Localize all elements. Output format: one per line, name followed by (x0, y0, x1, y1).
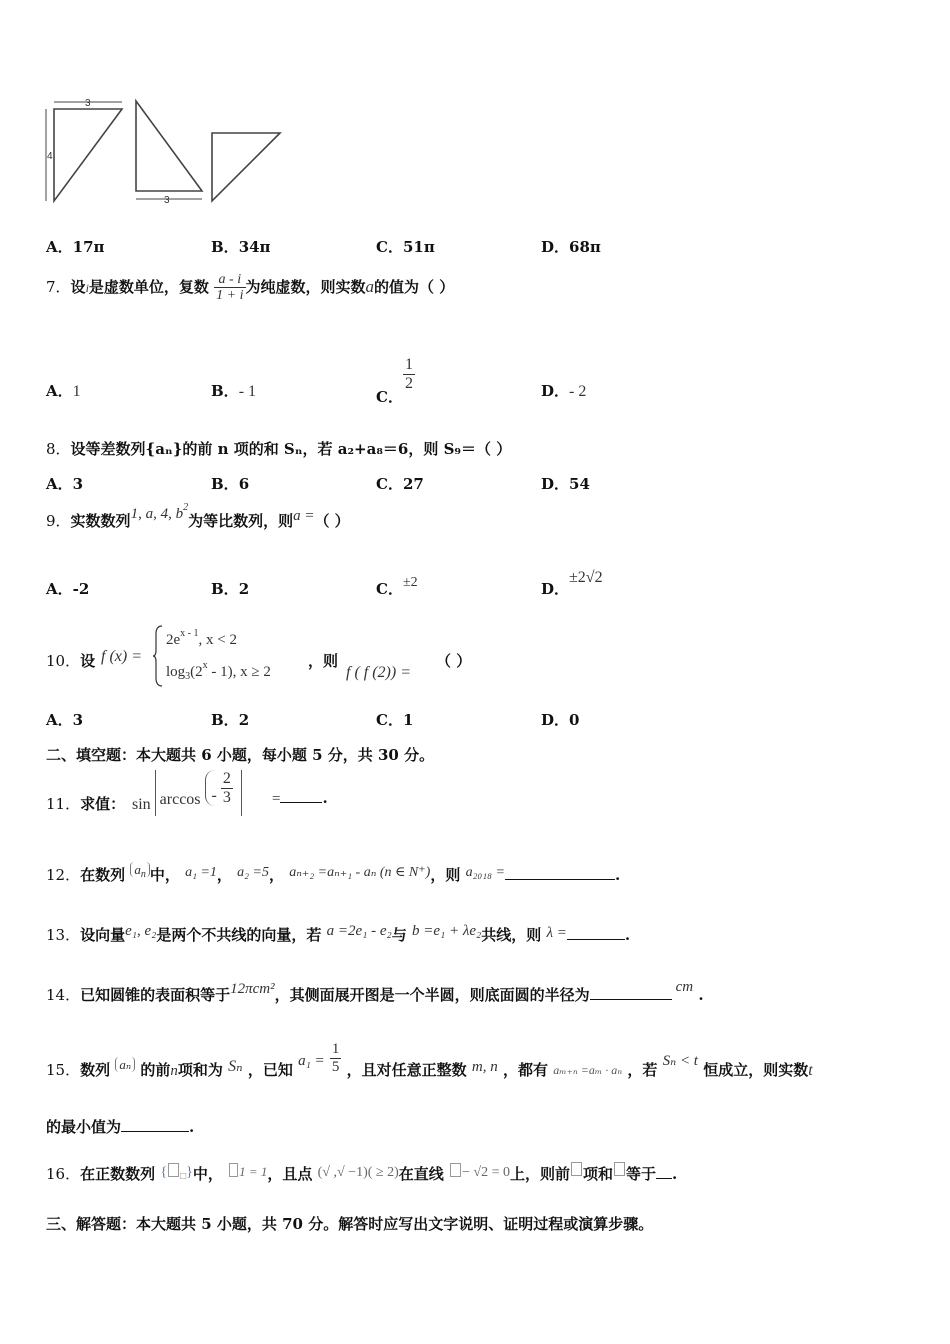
question-12: 12．在数列 $a_n$ 中， a₁ =1， a₂ =5， aₙ₊₂ =aₙ₊₁ - aₙ (n ∈ N⁺)，则 a₂₀₁₈ = . (46, 862, 621, 884)
q12-blank[interactable] (505, 865, 615, 880)
q10-option-d: D．0 (541, 711, 580, 729)
dim-bottom-label: 3 (164, 195, 170, 206)
question-14: 14．已知圆锥的表面积等于12πcm²，其侧面展开图是一个半圆，则底面圆的半径为 cm . (46, 979, 704, 1004)
q14-blank[interactable] (590, 985, 672, 1000)
question-11: 11．求值： (46, 795, 126, 813)
q10-option-a: A．3 (46, 711, 84, 729)
q6-option-b: B．34π (211, 238, 271, 256)
q10-ffx: f ( f (2)) = (346, 664, 411, 681)
q10-brace (152, 624, 164, 688)
q6-option-c: C．51π (376, 238, 435, 256)
q9-option-d: D．±2√2 (541, 569, 603, 598)
q10-case-1: $2e^{x - 1}$, x < 2 (166, 628, 237, 648)
q11-answer: = . (272, 789, 328, 807)
q9-option-b: B．2 (211, 580, 250, 598)
question-7: 7．设i是虚数单位，复数 $\frac{a - i}{1 + i}$ 为纯虚数，则实数a的值为（ ） (46, 272, 455, 304)
three-view-figure (40, 95, 290, 210)
q10-fx: f (x) = (101, 648, 142, 665)
q15-line-2: 的最小值为 . (46, 1118, 195, 1136)
q9-option-c: C．±2 (376, 575, 418, 598)
q7-option-c: C． $\frac{1}{2}$ (376, 356, 413, 407)
q9-option-a: A．-2 (46, 580, 90, 598)
q10-paren: （ ） (436, 652, 472, 670)
dim-top-label: 3 (85, 98, 91, 109)
q7-option-a: A．1 (46, 382, 81, 400)
q13-blank[interactable] (567, 925, 625, 940)
q8-option-c: C．27 (376, 475, 424, 493)
q8-option-b: B．6 (211, 475, 250, 493)
section-3-heading: 三、解答题：本大题共 5 小题，共 70 分。解答时应写出文字说明、证明过程或演算步骤。 (46, 1215, 654, 1233)
q10-case-2: $\log_3(2^x - 1)$, x ≥ 2 (166, 660, 271, 682)
q10-then: ，则 (308, 652, 339, 670)
question-15: 15．数列 aₙ 的前n项和为 Sₙ ，已知 a₁ = $\frac{1}{5}$ ，且对任意正整数 m, n ，都有 $_{a_{m+n} =a_m \cdot a_n}$ ，若 Sₙ < t 恒成立，则实数t (46, 1041, 813, 1079)
q16-blank[interactable] (656, 1164, 672, 1179)
q15-blank[interactable] (121, 1117, 189, 1132)
q10-option-c: C．1 (376, 711, 414, 729)
q6-option-a: A．17π (46, 238, 105, 256)
q6-option-d: D．68π (541, 238, 601, 256)
q10-option-b: B．2 (211, 711, 250, 729)
section-2-heading: 二、填空题：本大题共 6 小题，每小题 5 分，共 30 分。 (46, 746, 435, 764)
question-10: 10．设 (46, 652, 96, 670)
question-16: 16．在正数数列 { $_□$}中， 1 = 1，且点 (√ ,√ −1)( ≥ 2)在直线 − √2 = 0上，则前 项和 等于 . (46, 1164, 678, 1183)
q11-expression: sin arccos - $\frac{2}{3}$ (132, 770, 242, 820)
q7-option-b: B．- 1 (211, 382, 257, 400)
q8-option-d: D．54 (541, 475, 590, 493)
dim-left-label: 4 (47, 151, 53, 162)
q7-option-d: D．- 2 (541, 382, 587, 400)
question-9: 9．实数数列1, a, 4, $b^2$为等比数列，则a =（ ） (46, 502, 350, 530)
q8-option-a: A．3 (46, 475, 84, 493)
q11-blank[interactable] (280, 788, 322, 803)
question-13: 13．设向量e₁, e₂是两个不共线的向量，若 a =2e₁ - e₂与 b =e₁ + λe₂共线，则 λ = . (46, 923, 631, 944)
question-8: 8．设等差数列{aₙ}的前 n 项的和 Sₙ，若 a₂+a₈＝6，则 S₉＝（ ） (46, 440, 512, 458)
